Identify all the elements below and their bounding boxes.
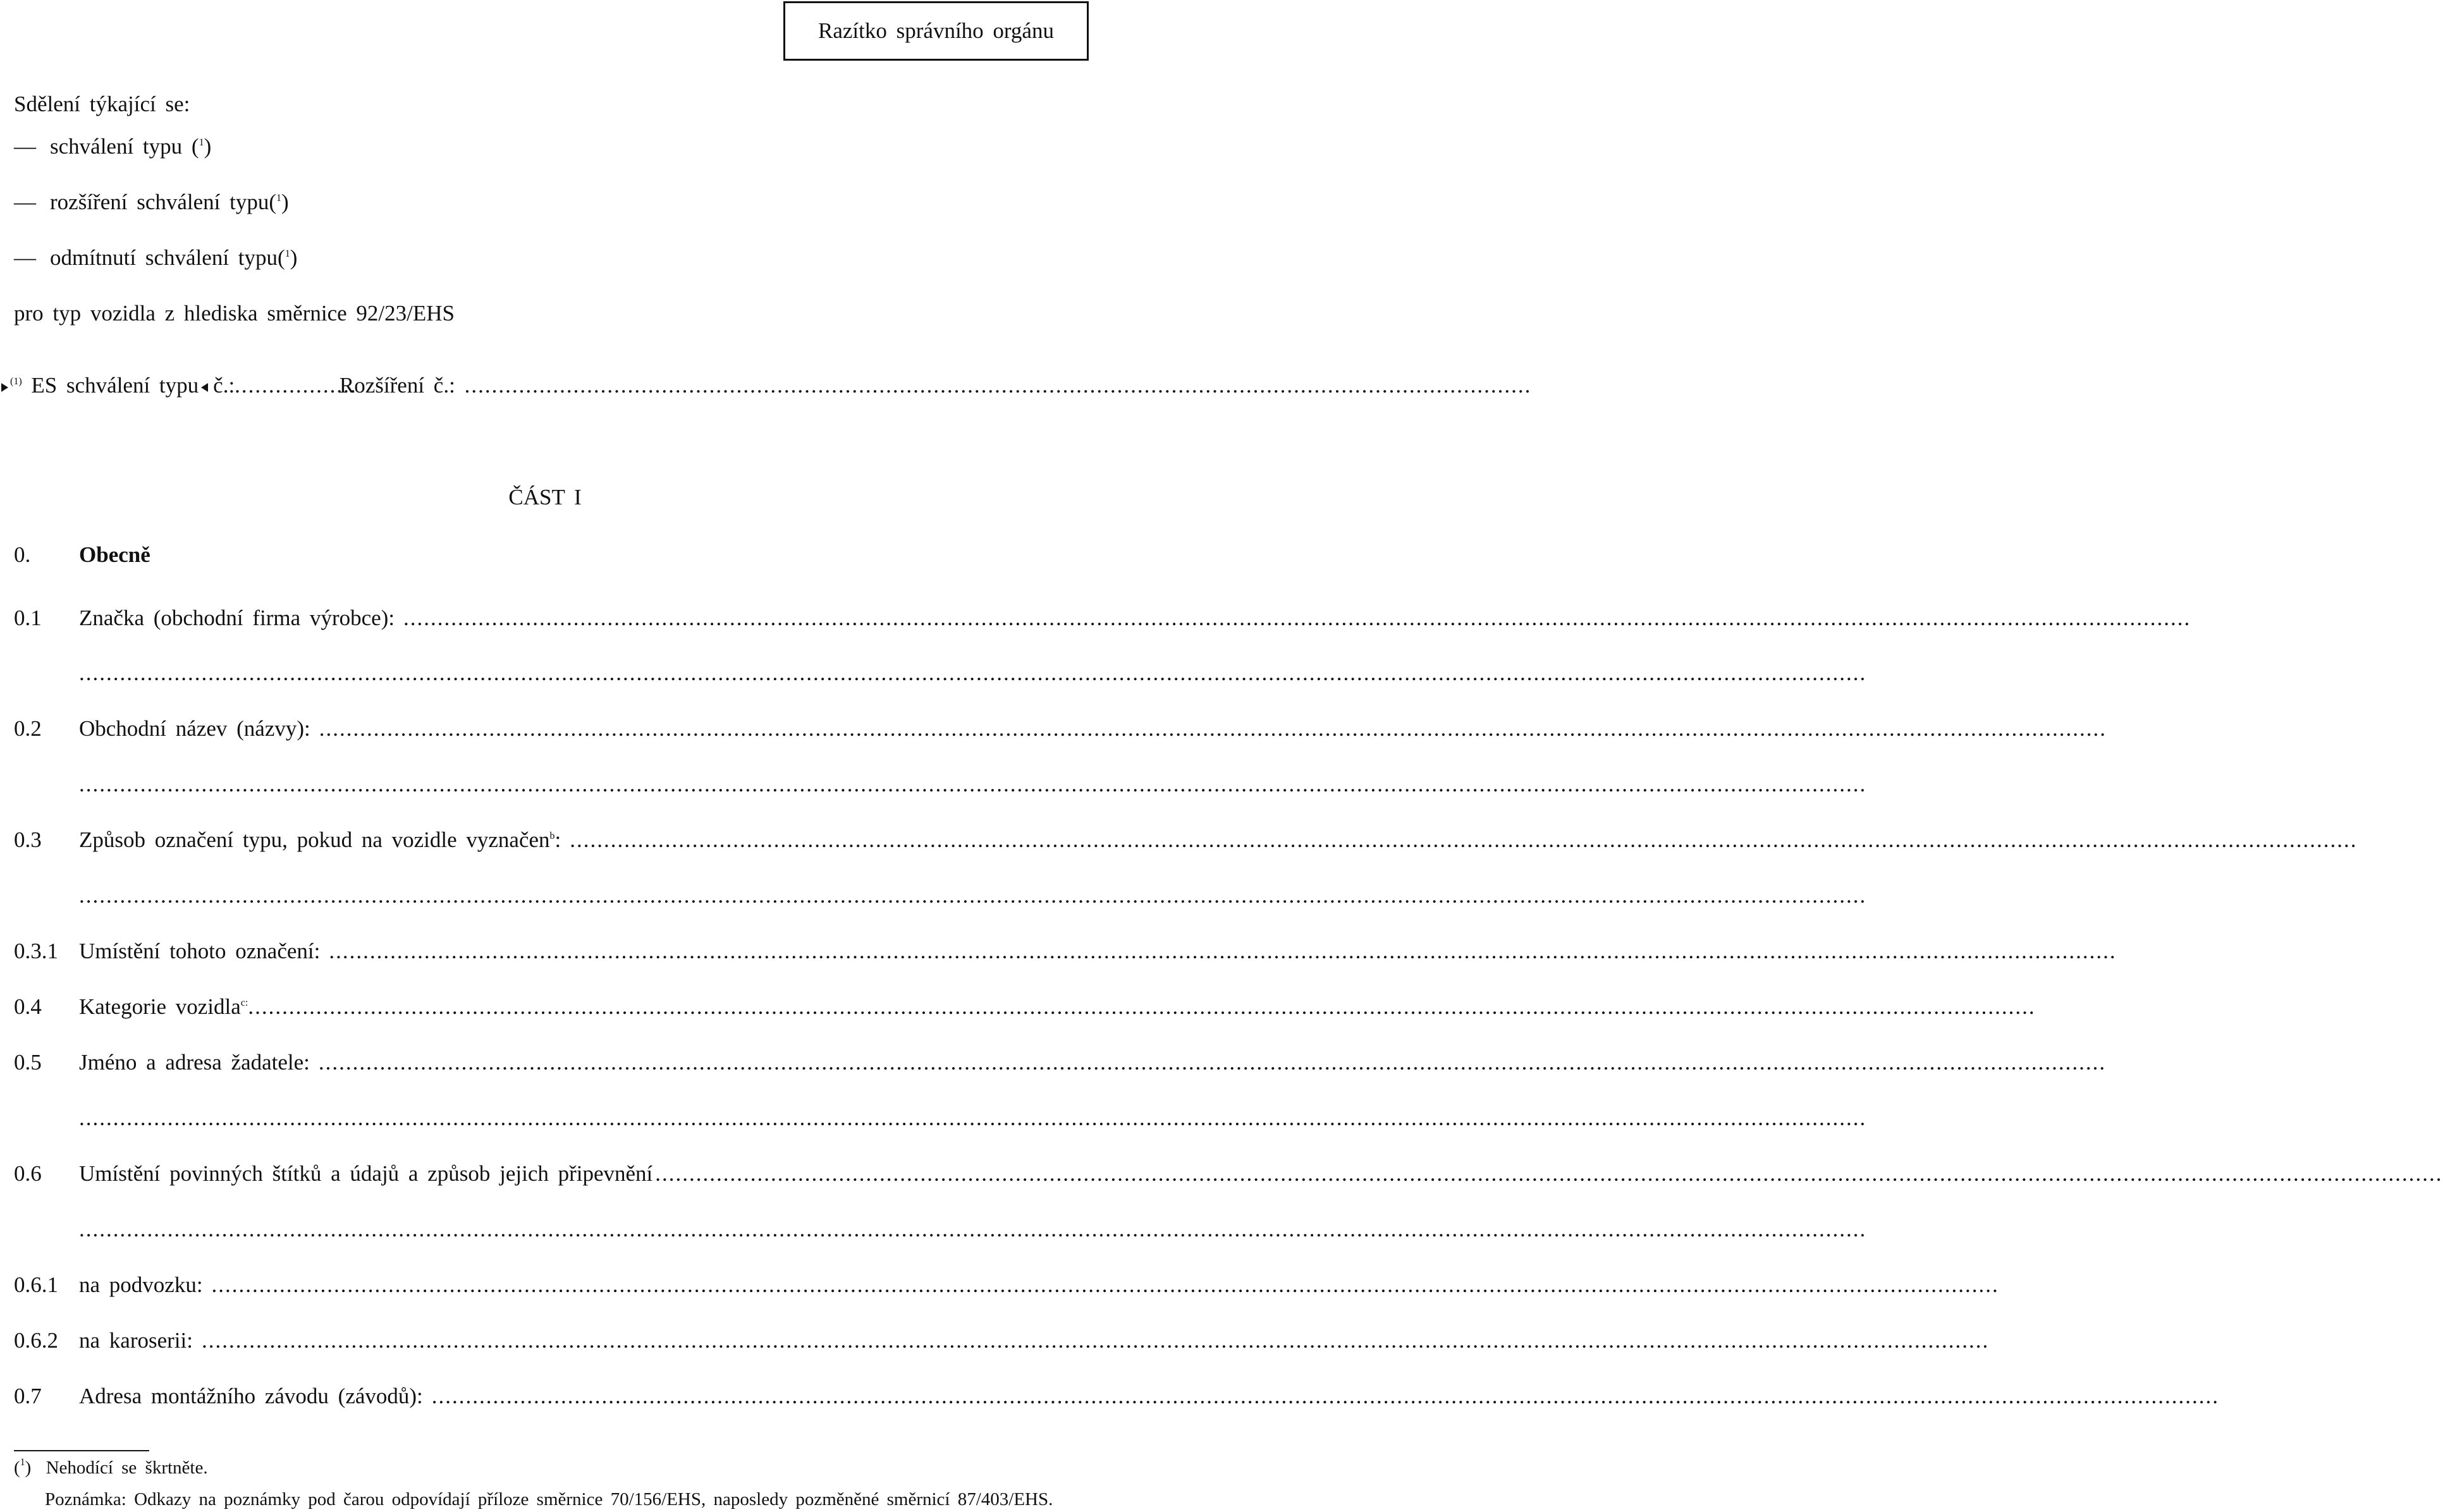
footnote-marker: 1 — [20, 1457, 25, 1468]
field-row — [14, 994, 1090, 1020]
intro-item-refusal: — odmítnutí schválení typu($^1$) — [14, 245, 298, 270]
field-row — [14, 606, 1090, 631]
extension-number-blank[interactable]: ............................................................................................................................................................. — [464, 373, 1532, 398]
field-blank-continuation[interactable] — [79, 1106, 1866, 1131]
field-label: Obchodní název (názvy): — [79, 716, 310, 741]
intro-item-extension: — rozšíření schválení typu($^1$) — [14, 190, 289, 214]
field-continuation — [14, 772, 1090, 797]
footnote-ref: b — [549, 831, 555, 841]
field-continuation — [14, 883, 1090, 908]
part-title: ČÁST I — [508, 485, 582, 509]
field-label: Značka (obchodní firma výrobce): — [79, 606, 395, 630]
footnote-ref: 1 — [199, 137, 204, 148]
field-blank[interactable] — [570, 827, 2357, 853]
footnote-1: ($^1$) Nehodící se škrtněte. — [14, 1457, 208, 1478]
field-label: Kategorie vozidla$^{c:}$ — [79, 994, 248, 1019]
field-blank[interactable] — [248, 994, 2035, 1020]
section-number: 0. — [14, 542, 31, 567]
field-number: 0.7 — [14, 1384, 42, 1408]
field-row — [14, 716, 1090, 741]
field-continuation — [14, 1217, 1090, 1242]
field-blank[interactable] — [403, 606, 2191, 631]
field-label: na karoserii: — [79, 1328, 193, 1353]
footnote-text: Nehodící se škrtněte. — [46, 1458, 208, 1478]
field-number: 0.6 — [14, 1161, 42, 1186]
amendment-end-marker-icon — [201, 383, 208, 392]
field-label: Způsob označení typu, pokud na vozidle vyznačen$^b$: — [79, 827, 561, 852]
field-number: 0.3.1 — [14, 939, 58, 963]
dash-mark: — — [14, 134, 36, 159]
field-number: 0.5 — [14, 1050, 42, 1075]
footnote-ref: 1 — [285, 248, 290, 259]
intro-heading: Sdělení týkající se: — [14, 92, 190, 116]
footnote-ref: c: — [240, 997, 248, 1008]
field-continuation — [14, 661, 1090, 686]
field-row — [14, 1384, 1090, 1409]
field-blank-continuation[interactable] — [79, 772, 1866, 797]
footnote-note: Poznámka: Odkazy na poznámky pod čarou odpovídají příloze směrnice 70/156/EHS, naposledy pozměněné směrnicí 87/403/EHS. — [45, 1489, 1053, 1509]
field-number: 0.6.1 — [14, 1272, 58, 1297]
amendment-marker: (1) — [10, 376, 22, 387]
section-heading — [14, 542, 1090, 568]
dash-mark: — — [14, 190, 36, 214]
footnote-ref: 1 — [276, 193, 282, 204]
dash-mark: — — [14, 245, 36, 270]
field-row — [14, 1272, 1090, 1298]
extension-label: Rozšíření č.: — [339, 373, 455, 398]
field-label: na podvozku: — [79, 1272, 203, 1297]
field-row — [14, 827, 1090, 853]
field-number: 0.6.2 — [14, 1328, 58, 1353]
field-blank-continuation[interactable] — [79, 1217, 1866, 1242]
field-row — [14, 1328, 1090, 1353]
field-blank-continuation[interactable] — [79, 883, 1866, 908]
approval-number-label: č.: — [213, 373, 235, 398]
field-blank[interactable] — [329, 939, 2116, 964]
field-blank[interactable] — [202, 1328, 1989, 1353]
field-label: Umístění povinných štítků a údajů a způsob jejich připevnění — [79, 1161, 653, 1186]
field-blank[interactable] — [319, 716, 2107, 741]
field-blank[interactable] — [432, 1384, 2219, 1409]
field-label: Jméno a adresa žadatele: — [79, 1050, 310, 1075]
intro-item-approval: — schválení typu ($^1$) — [14, 134, 212, 159]
field-blank-continuation[interactable] — [79, 661, 1866, 686]
field-blank[interactable] — [319, 1050, 2106, 1075]
field-continuation — [14, 1106, 1090, 1131]
field-blank[interactable] — [655, 1161, 2442, 1186]
intro-closing: pro typ vozidla z hlediska směrnice 92/23/EHS — [14, 301, 455, 326]
authority-stamp-box — [783, 1, 1089, 61]
field-label: Adresa montážního závodu (závodů): — [79, 1384, 423, 1408]
footnote-divider — [14, 1450, 149, 1451]
stamp-label: Razítko správního orgánu — [818, 18, 1054, 43]
field-number: 0.2 — [14, 716, 42, 741]
field-row — [14, 1161, 1090, 1186]
approval-label: ES schválení typu — [31, 373, 199, 398]
field-number: 0.4 — [14, 994, 42, 1019]
field-row — [14, 939, 1090, 964]
approval-number-line — [1, 373, 1532, 398]
field-blank[interactable] — [212, 1272, 1999, 1298]
field-row — [14, 1050, 1090, 1075]
field-label: Umístění tohoto označení: — [79, 939, 321, 963]
approval-number-blank[interactable]: .................. — [235, 373, 357, 398]
field-number: 0.3 — [14, 827, 42, 852]
field-number: 0.1 — [14, 606, 42, 630]
section-title: Obecně — [79, 542, 150, 567]
amendment-start-marker-icon — [1, 383, 8, 392]
